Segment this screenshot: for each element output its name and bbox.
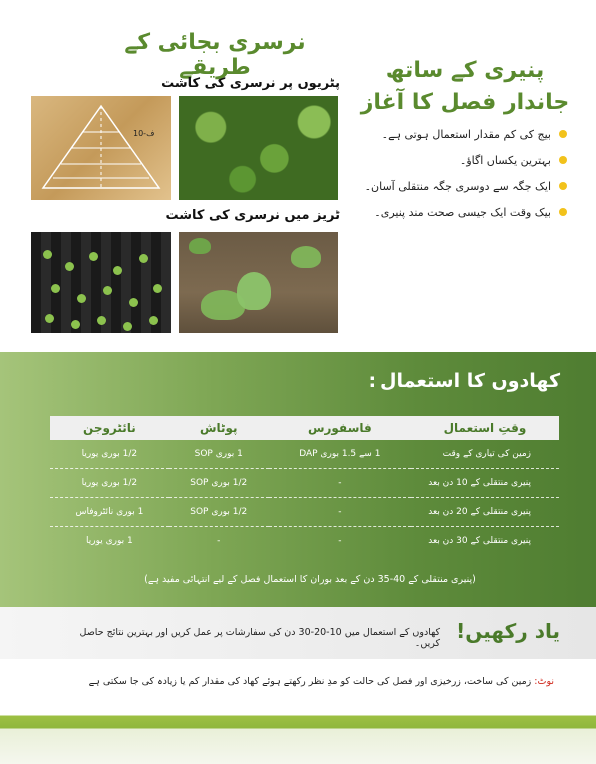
bullet-dot-icon xyxy=(559,208,567,216)
header-potash: پوٹاش xyxy=(169,416,269,440)
bullet-dot-icon xyxy=(559,130,567,138)
fertilizer-title: کھادوں کا استعمال: xyxy=(368,370,560,392)
tray-nursery-label: ٹریز میں نرسری کی کاشت xyxy=(165,208,340,223)
table-row: پنیری منتقلی کے 20 دن بعد - 1/2 بوری SOP 1 بوری نائٹروفاس xyxy=(50,498,559,527)
header-phosphorus: فاسفورس xyxy=(269,416,411,440)
benefits-list xyxy=(362,122,567,226)
fertilizer-section xyxy=(0,352,596,607)
list-item: بیک وقت ایک جیسی صحت مند پنیری۔ xyxy=(362,200,567,226)
raised-bed-label: پٹریوں پر نرسری کی کاشت xyxy=(161,76,340,91)
table-row: پنیری منتقلی کے 30 دن بعد - - 1 بوری یوریا xyxy=(86,536,531,546)
raised-bed-diagram-photo xyxy=(31,96,171,200)
tray-nursery-photo xyxy=(31,232,171,333)
boron-note: (پنیری منتقلی کے 40-35 دن کے بعد بوران کا استعمال فصل کے لیے انتہائی مفید ہے) xyxy=(144,574,476,585)
table-row: زمین کی تیاری کے وقت 1 سے 1.5 بوری DAP 1 بوری SOP 1/2 بوری یوریا xyxy=(50,440,559,469)
nursery-methods-title: نرسری بجائی کے طریقے xyxy=(124,30,306,80)
footer-note xyxy=(60,676,554,687)
reminder-title: یاد رکھیں! xyxy=(456,619,560,643)
headline-line-2: جاندار فصل کا آغاز xyxy=(360,90,570,115)
note-label: نوٹ: xyxy=(534,676,554,687)
note-text: زمین کی ساخت، زرخیزی اور فصل کی حالت کو مدِ نظر رکھتے ہوئے کھاد کی مقدار کم یا زیادہ کی جا سکتی ہے xyxy=(88,676,532,687)
seedlings-bed-photo xyxy=(179,96,338,200)
list-item: ایک جگہ سے دوسری جگہ منتقلی آسان۔ xyxy=(362,174,567,200)
field-seedling-photo xyxy=(179,232,338,333)
header-nitrogen: نائٹروجن xyxy=(50,416,169,440)
header-time: وقتِ استعمال xyxy=(411,416,559,440)
headline-line-1: پنیری کے ساتھ xyxy=(385,58,545,83)
reminder-band xyxy=(0,607,596,659)
headline xyxy=(360,55,570,119)
bullet-dot-icon xyxy=(559,182,567,190)
top-section xyxy=(0,0,596,352)
bed-diagram-text: 10-ف xyxy=(133,129,155,138)
table-header-row xyxy=(50,416,559,440)
table-row: پنیری منتقلی کے 10 دن بعد - 1/2 بوری SOP 1/2 بوری یوریا xyxy=(50,469,559,498)
reminder-text: کھادوں کے استعمال میں 10-20-30 دن کی سفارشات پر عمل کریں اور بہترین نتائج حاصل کریں۔ xyxy=(79,627,440,649)
bottom-decorative-bar xyxy=(0,705,596,764)
list-item: بیج کی کم مقدار استعمال ہوتی ہے۔ xyxy=(362,122,567,148)
fertilizer-table xyxy=(50,416,559,555)
list-item: بہترین یکساں اگاؤ۔ xyxy=(362,148,567,174)
bed-diagram-lines xyxy=(31,96,171,200)
bullet-dot-icon xyxy=(559,156,567,164)
